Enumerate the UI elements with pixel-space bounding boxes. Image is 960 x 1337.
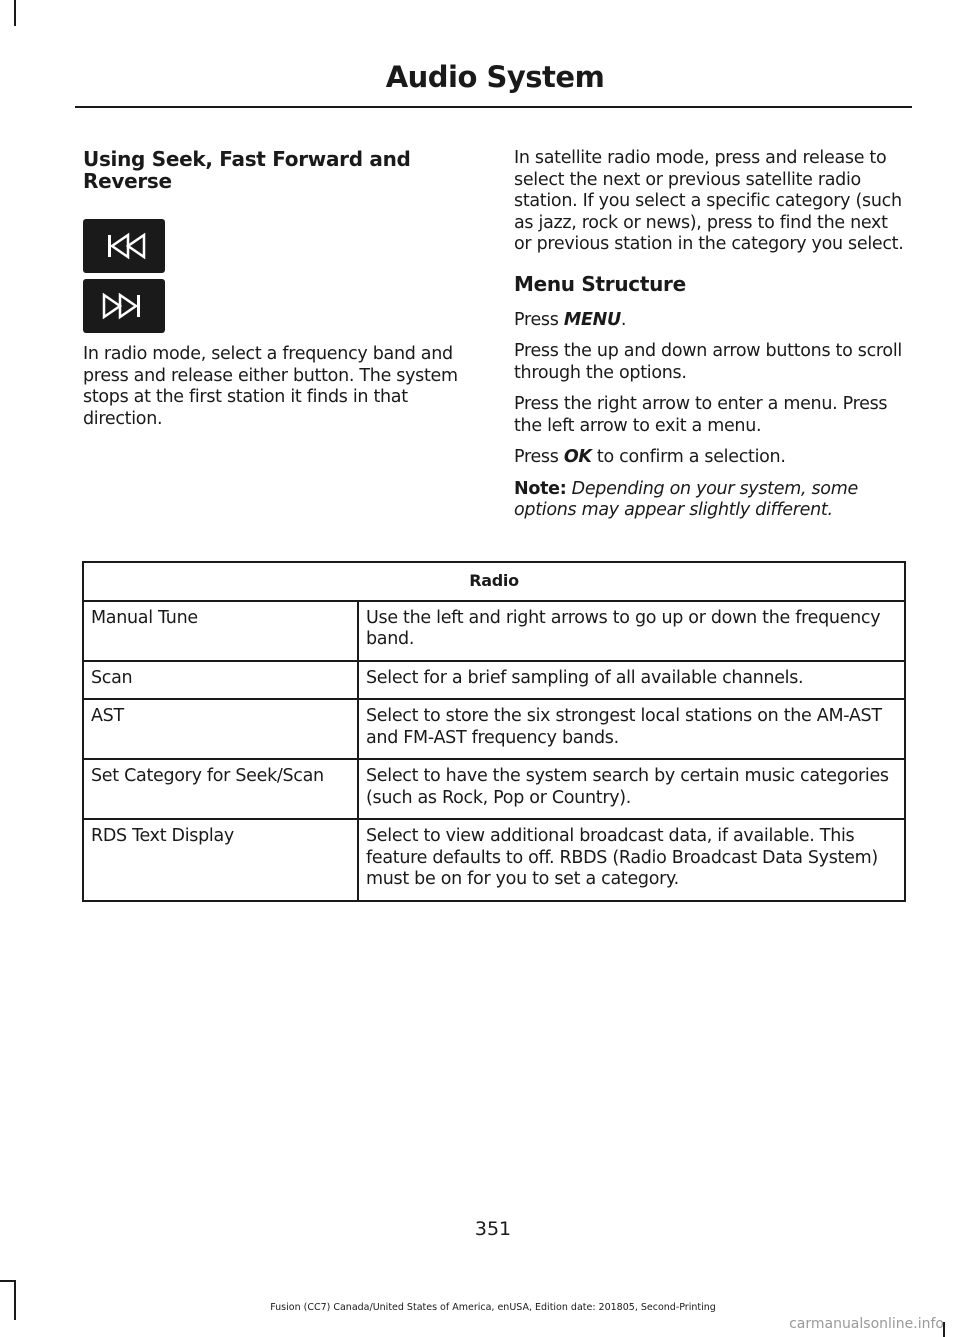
- crop-mark-top-left: [14, 0, 16, 26]
- menu-item-description: Select to have the system search by certain music categories (such as Rock, Pop or Country).: [358, 759, 905, 819]
- table-row: [83, 819, 905, 901]
- menu-structure-heading: Menu Structure: [514, 271, 686, 296]
- page-header-title: Audio System: [385, 60, 605, 94]
- scroll-instructions: Press the up and down arrow buttons to scroll through the options.: [514, 341, 902, 383]
- menu-item-name: Scan: [83, 661, 358, 700]
- left-column: [83, 148, 475, 430]
- menu-item-name: Manual Tune: [83, 601, 358, 661]
- seek-forward-icon: [96, 292, 152, 320]
- note-text: Depending on your system, some options may appear slightly different.: [514, 478, 858, 520]
- enter-exit-instructions: Press the right arrow to enter a menu. Press the left arrow to exit a menu.: [514, 394, 888, 436]
- menu-item-name: AST: [83, 699, 358, 759]
- press-ok-line: [514, 447, 909, 469]
- crop-mark-bottom-left: [14, 1280, 16, 1320]
- note-label: Note:: [514, 478, 567, 499]
- page-number: 351: [474, 1218, 512, 1240]
- press-menu-line: [514, 310, 909, 332]
- seek-section-heading: Using Seek, Fast Forward and Reverse: [83, 147, 411, 193]
- menu-item-description: Select for a brief sampling of all available channels.: [358, 661, 905, 700]
- press-ok-prefix: Press: [514, 447, 564, 467]
- table-row: [83, 661, 905, 700]
- table-row: [83, 759, 905, 819]
- menu-item-name: Set Category for Seek/Scan: [83, 759, 358, 819]
- crop-mark-bottom-left-h: [0, 1280, 16, 1282]
- ok-key-label: OK: [563, 447, 592, 467]
- menu-item-description: Select to view additional broadcast data, if available. This feature defaults to off. RBDS (Radio Broadcast Data System) must be on for you to set a category.: [358, 819, 905, 901]
- right-column: [514, 148, 909, 522]
- press-menu-prefix: Press: [514, 309, 564, 330]
- watermark: carmanualsonline.info: [789, 1316, 944, 1332]
- menu-item-name: RDS Text Display: [83, 819, 358, 901]
- seek-back-button-image: [83, 219, 165, 273]
- satellite-instructions: In satellite radio mode, press and release to select the next or previous satellite radio station. If you select a specific category (such as jazz, rock or news), press to find the next or previous station in the category you select.: [514, 148, 904, 254]
- table-row: [83, 601, 905, 661]
- press-ok-suffix: to confirm a selection.: [591, 447, 786, 467]
- header-divider: [75, 106, 912, 108]
- menu-item-description: Select to store the six strongest local stations on the AM-AST and FM-AST frequency bands.: [358, 699, 905, 759]
- press-menu-suffix: .: [620, 309, 627, 330]
- seek-back-icon: [96, 232, 152, 260]
- radio-menu-table: [82, 561, 906, 902]
- table-header-row: [83, 562, 905, 601]
- table-row: [83, 699, 905, 759]
- edition-footer: Fusion (CC7) Canada/United States of America, enUSA, Edition date: 201805, Second-Printing: [270, 1302, 716, 1313]
- seek-instructions: In radio mode, select a frequency band and press and release either button. The system stops at the first station it finds in that direction.: [83, 344, 458, 429]
- table-title: Radio: [83, 562, 905, 601]
- seek-forward-button-image: [83, 279, 165, 333]
- menu-item-description: Use the left and right arrows to go up or down the frequency band.: [358, 601, 905, 661]
- note-paragraph: [514, 479, 909, 522]
- menu-key-label: MENU: [563, 309, 621, 330]
